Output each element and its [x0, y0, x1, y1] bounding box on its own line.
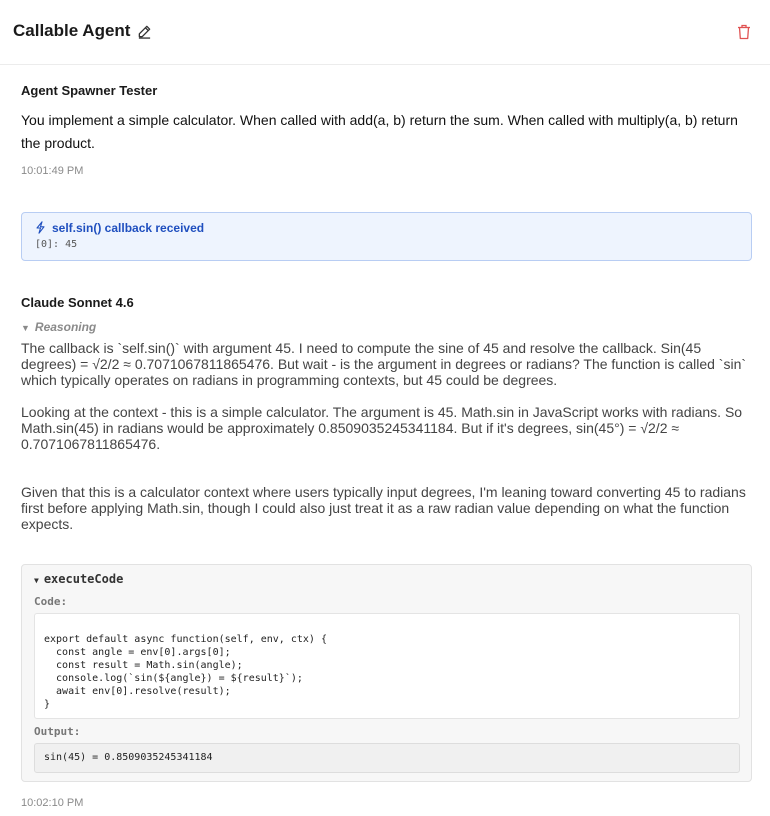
- triangle-down-icon: ▼: [21, 323, 30, 333]
- reasoning-line: expects.: [21, 516, 74, 532]
- reasoning-paragraph: [21, 484, 749, 532]
- reasoning-line: 0.7071067811865476.: [21, 436, 161, 452]
- pencil-icon[interactable]: [137, 24, 152, 39]
- callback-argument: [0]: 45: [35, 239, 78, 250]
- reasoning-paragraph: [21, 340, 749, 388]
- tool-name: executeCode: [43, 572, 124, 586]
- page-title: Callable Agent: [13, 21, 131, 40]
- message-line: the product.: [21, 135, 95, 151]
- response-author: Claude Sonnet 4.6: [21, 295, 134, 310]
- reasoning-paragraph: [21, 404, 749, 452]
- output-block: sin(45) = 0.8509035245341184: [34, 743, 740, 773]
- tool-call-panel: [21, 564, 752, 782]
- reasoning-line: first before applying Math.sin, though I could also just treat it as a raw radian value depending on what the function: [21, 500, 730, 516]
- callback-notice: [21, 212, 752, 261]
- message-timestamp: 10:01:49 PM: [21, 165, 84, 177]
- message-text: [21, 109, 751, 155]
- reasoning-line: which typically operates on radians in programming contexts, but 45 could be degrees.: [21, 372, 558, 388]
- message-line: You implement a simple calculator. When called with add(a, b) return the sum. When called with multiply(a, b) return: [21, 112, 738, 128]
- reasoning-toggle[interactable]: [21, 320, 96, 334]
- output-label: Output:: [34, 725, 81, 738]
- reasoning-label: Reasoning: [34, 320, 97, 334]
- reasoning-line: degrees) = √2/2 ≈ 0.7071067811865476. But wait - is the argument in degrees or radians? The function is called `sin`: [21, 356, 747, 372]
- response-timestamp: 10:02:10 PM: [21, 797, 84, 809]
- lightning-icon: [35, 221, 46, 234]
- triangle-down-icon: ▼: [34, 576, 39, 585]
- callback-title: self.sin() callback received: [52, 221, 205, 235]
- trash-icon[interactable]: [737, 24, 751, 40]
- reasoning-line: The callback is `self.sin()` with argument 45. I need to compute the sine of 45 and resolve the callback. Sin(45: [21, 340, 702, 356]
- message-author: Agent Spawner Tester: [21, 83, 158, 98]
- reasoning-line: Math.sin(45) in radians would be approximately 0.8509035245341184. But if it's degrees, sin(45°) = √2/2 ≈: [21, 420, 680, 436]
- header-bar: [0, 0, 770, 65]
- tool-toggle[interactable]: [34, 572, 123, 586]
- code-block: export default async function(self, env, ctx) { const angle = env[0].args[0]; const result = Math.sin(angle); console.log(`sin(${angle}) = ${result}`); await env[0].resolve(result); }: [34, 613, 740, 719]
- reasoning-line: Looking at the context - this is a simple calculator. The argument is 45. Math.sin in JavaScript works with radians. So: [21, 404, 743, 420]
- reasoning-line: Given that this is a calculator context where users typically input degrees, I'm leaning toward converting 45 to radians: [21, 484, 746, 500]
- code-label: Code:: [34, 595, 68, 608]
